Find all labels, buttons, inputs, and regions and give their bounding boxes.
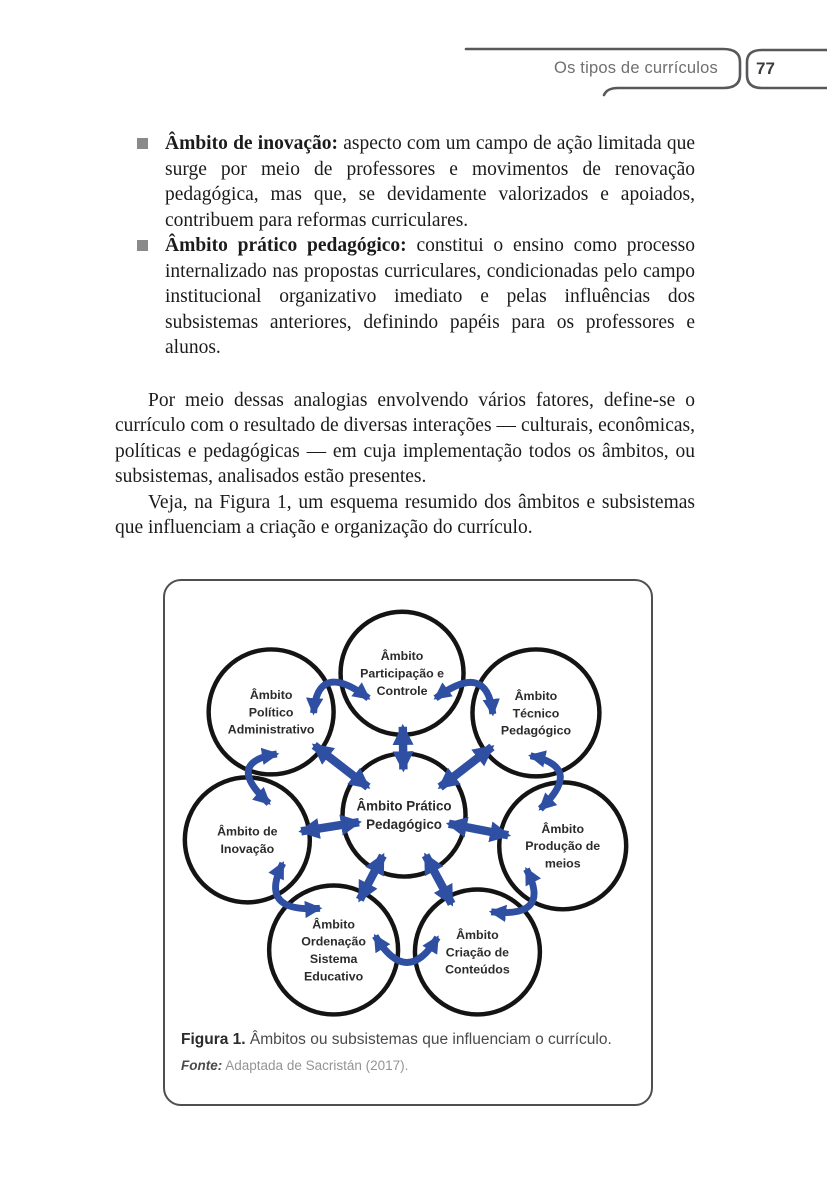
diagram-label-line: Âmbito Prático bbox=[356, 797, 452, 813]
figure-source bbox=[181, 1057, 635, 1075]
diagram-label-line: Técnico bbox=[512, 705, 560, 720]
spoke-arrow-politico bbox=[314, 745, 368, 787]
diagram-label-line: Inovação bbox=[220, 841, 275, 856]
header-title: Os tipos de currículos bbox=[554, 59, 718, 77]
bullet-item-pratico bbox=[115, 233, 695, 361]
page-number: 77 bbox=[756, 59, 775, 78]
figure-caption-label: Figura 1. bbox=[181, 1030, 246, 1048]
diagram-label-line: Político bbox=[248, 704, 294, 719]
diagram-label-line: Âmbito bbox=[249, 687, 293, 702]
paragraph-2: Veja, na Figura 1, um esquema resumido dos âmbitos e subsistemas que influenciam a criação e organização do currículo. bbox=[115, 491, 695, 538]
bullet-lead: Âmbito de inovação: bbox=[165, 133, 338, 154]
bullet-item-inovacao bbox=[115, 131, 695, 233]
diagram-label-line: Sistema bbox=[309, 951, 358, 966]
diagram-label-line: meios bbox=[544, 856, 581, 871]
diagram-label-line: Conteúdos bbox=[445, 962, 510, 977]
figure-caption bbox=[181, 1029, 635, 1050]
figure-source-label: Fonte: bbox=[181, 1057, 223, 1073]
diagram-label-line: Ordenação bbox=[301, 934, 366, 949]
spoke-arrow-participacao bbox=[403, 726, 404, 769]
diagram-label-line: Administrativo bbox=[227, 722, 315, 737]
ambitos-diagram bbox=[165, 581, 651, 1023]
paragraph-1: Por meio dessas analogias envolvendo vários fatores, define-se o currículo com o resultado de diversas interações — culturais, econômicas, políticas e pedagógicas — em cuja implementação todos os âmbitos, ou subsistemas, analisados estão presentes. bbox=[115, 389, 695, 487]
spoke-arrow-tecnico bbox=[440, 746, 492, 786]
diagram-label-line: Controle bbox=[376, 683, 428, 698]
bullet-square-icon bbox=[137, 240, 148, 251]
diagram-label-line: Âmbito bbox=[456, 927, 499, 942]
figure-source-text: Adaptada de Sacristán (2017). bbox=[225, 1057, 409, 1073]
diagram-label-line: Âmbito bbox=[312, 916, 355, 931]
diagram-label-line: Âmbito bbox=[514, 688, 558, 703]
bullet-lead: Âmbito prático pedagógico: bbox=[165, 235, 407, 256]
diagram-label-line: Criação de bbox=[445, 944, 510, 959]
bullet-text: constitui o ensino como processo internalizado nas propostas curriculares, condicionadas pelo campo institucional organizativo imediato e pelas influências dos subsistemas anteriores, definindo papéis para os professores e alunos. bbox=[165, 235, 696, 358]
figure-box bbox=[163, 579, 653, 1106]
diagram-node-pratico bbox=[343, 753, 466, 876]
diagram-label-line: Pedagógico bbox=[366, 816, 442, 832]
diagram-label-line: Âmbito bbox=[541, 821, 585, 836]
diagram-label-line: Âmbito de bbox=[217, 824, 278, 839]
diagram-label-line: Pedagógico bbox=[500, 723, 572, 738]
diagram-label-line: Produção de bbox=[525, 838, 601, 853]
diagram-label-line: Participação e bbox=[360, 666, 445, 681]
diagram-label-line: Âmbito bbox=[380, 648, 424, 663]
page-content bbox=[115, 131, 695, 1106]
figure-caption-text: Âmbitos ou subsistemas que influenciam o currículo. bbox=[249, 1030, 612, 1048]
diagram-label-line: Educativo bbox=[304, 968, 364, 983]
bullet-square-icon bbox=[137, 138, 148, 149]
bullet-text: aspecto com um campo de ação limitada que surge por meio de professores e movimentos de renovação pedagógica, mas que, se devidamente valorizados e apoiados, contribuem para reformas curriculares. bbox=[165, 133, 695, 231]
diagram-node-inovacao bbox=[185, 777, 310, 902]
